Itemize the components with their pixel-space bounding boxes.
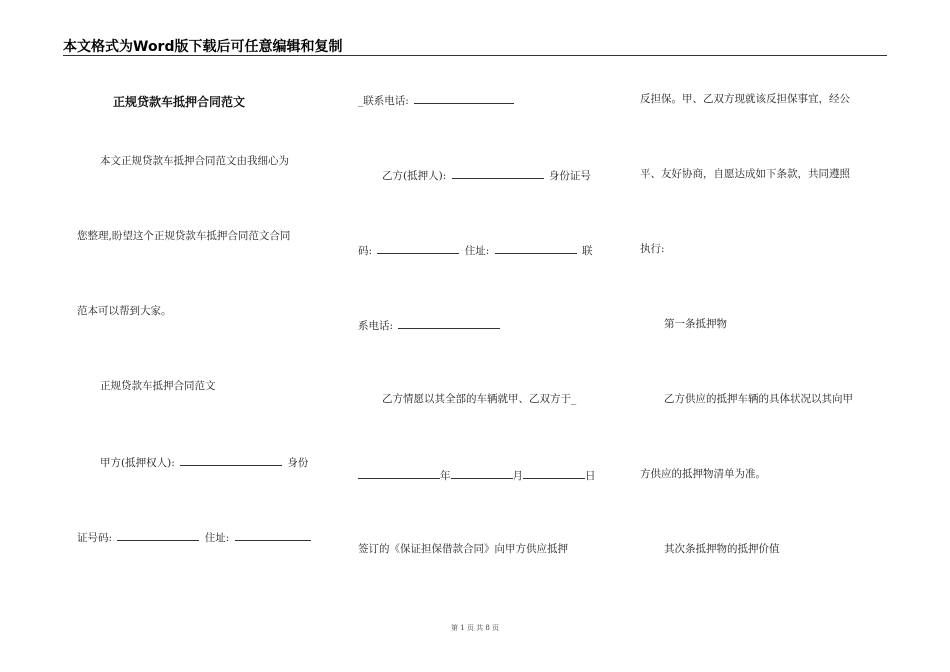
day-blank — [523, 468, 585, 479]
document-title: 正规贷款车抵押合同范文 — [113, 95, 246, 109]
date-line — [358, 468, 596, 482]
article-2-heading: 其次条抵押物的抵押价值 — [664, 543, 780, 555]
party-a-line — [100, 455, 308, 469]
contact-end-line — [358, 318, 502, 332]
contact-end-blank — [398, 318, 500, 329]
intro-line-2: 您整理,盼望这个正规贷款车抵押合同范文合同 — [77, 230, 291, 242]
party-b-line — [382, 168, 591, 182]
month-label: 月 — [512, 470, 523, 482]
day-label: 日 — [585, 470, 596, 482]
intro-line-3: 范本可以帮到大家。 — [77, 305, 172, 317]
month-blank — [451, 468, 513, 479]
code-label: 码: — [358, 245, 373, 257]
header-divider — [63, 55, 887, 56]
contract-subtitle: 正规贷款车抵押合同范文 — [100, 380, 216, 392]
contact-split: 联 — [581, 245, 593, 257]
intro-line-1: 本文正规贷款车抵押合同范文由我细心为 — [100, 155, 289, 167]
article-1-heading: 第一条抵押物 — [664, 318, 727, 330]
contact-phone-blank — [414, 93, 514, 104]
party-a-label: 甲方(抵押权人): — [100, 457, 175, 469]
party-b-id-label: 身份证号 — [548, 170, 591, 182]
address-blank — [235, 530, 311, 541]
address-blank-b — [495, 243, 577, 254]
address-label: 住址: — [204, 532, 230, 544]
id-number-label: 证号码: — [77, 532, 113, 544]
col3-line-3: 执行: — [640, 243, 665, 255]
agree-line: 乙方情愿以其全部的车辆就甲、乙双方于_ — [382, 393, 577, 405]
year-label: 年 — [440, 470, 451, 482]
contact-end-label: 系电话: — [358, 320, 394, 332]
year-blank — [358, 468, 440, 479]
address-label-b: 住址: — [464, 245, 490, 257]
col3-line-1: 反担保。甲、乙双方现就该反担保事宜，经公 — [640, 93, 850, 105]
id-number-blank — [117, 530, 199, 541]
party-b-label: 乙方(抵押人): — [382, 170, 447, 182]
col3-line-5: 乙方供应的抵押车辆的具体状况以其向甲 — [664, 393, 853, 405]
contact-phone-label: 联系电话: — [363, 95, 409, 107]
code-blank — [377, 243, 459, 254]
party-a-blank — [180, 455, 282, 466]
code-address-line — [358, 243, 592, 257]
page-number: 第 1 页 共 8 页 — [450, 624, 500, 632]
party-a-id-label: 身份 — [287, 457, 309, 469]
col3-line-6: 方供应的抵押物清单为准。 — [640, 468, 766, 480]
col3-line-2: 平、友好协商，自愿达成如下条款，共同遵照 — [640, 168, 850, 180]
contact-phone-line — [358, 93, 516, 107]
party-b-blank — [452, 168, 544, 179]
contact-prefix: _ — [358, 95, 364, 107]
id-address-line — [77, 530, 313, 544]
sign-line: 签订的《保证担保借款合同》向甲方供应抵押 — [358, 543, 568, 555]
header-title: 本文格式为Word版下载后可任意编辑和复制 — [63, 39, 343, 55]
